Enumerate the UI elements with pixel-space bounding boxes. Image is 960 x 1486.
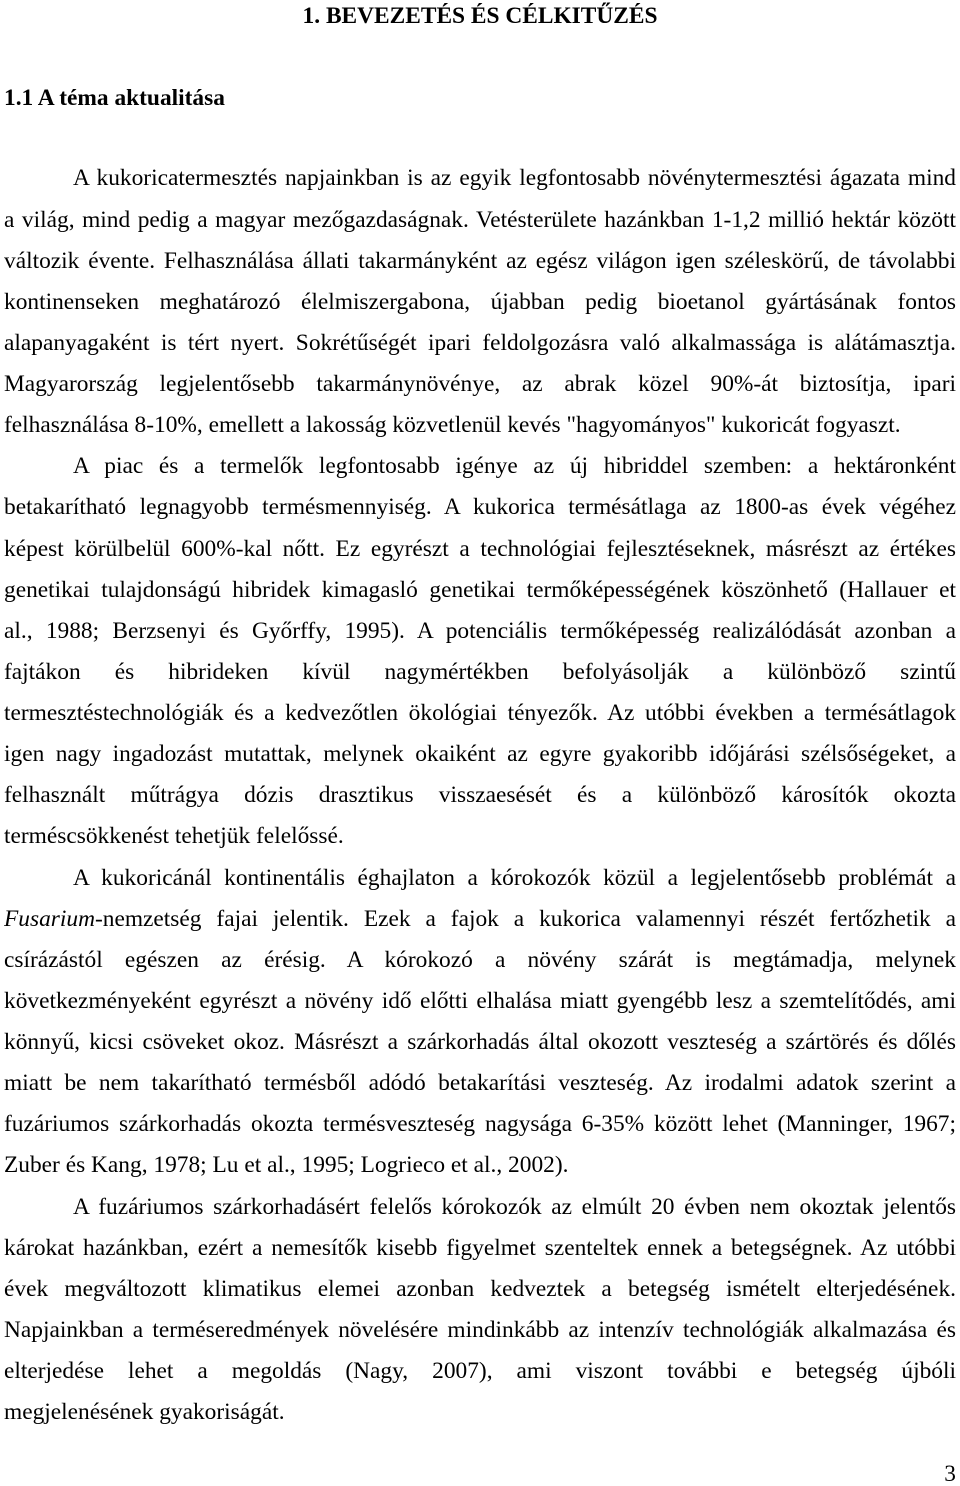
paragraph	[4, 158, 956, 446]
text-line: fuzáriumos szárkorhadás okozta termésveszteség nagysága 6-35% között lehet (Manninger, 1967;	[4, 1111, 956, 1138]
text-line: évek megváltozott klimatikus elemei azonban kedveztek a betegség ismételt elterjedésének.	[4, 1275, 956, 1302]
text-line: képest körülbelül 600%-kal nőtt. Ez egyrészt a technológiai fejlesztéseknek, másrészt az értékes	[4, 535, 956, 562]
text-line-rest: -nemzetség fajai jelentik. Ezek a fajok a kukorica valamennyi részét fertőzhetik a	[94, 905, 956, 932]
text-line: megjelenésének gyakoriságát.	[4, 1399, 285, 1426]
text-line: változik évente. Felhasználása állati takarmányként az egész világon igen széleskörű, de távolabbi	[4, 247, 956, 274]
text-line: kontinenseken meghatározó élelmiszergabona, újabban pedig bioetanol gyártásának fontos	[4, 288, 956, 315]
taxon-name: Fusarium	[4, 905, 95, 932]
text-line: könnyű, kicsi csöveket okoz. Másrészt a szárkorhadás által okozott veszteség a szártörés és dőlés	[4, 1029, 956, 1056]
text-line: A fuzáriumos szárkorhadásért felelős kórokozók az elmúlt 20 évben nem okoztak jelentős	[73, 1193, 956, 1220]
text-line: igen nagy ingadozást mutattak, melynek okaiként az egyre gyakoribb időjárási szélsőségeket, a	[4, 741, 956, 768]
text-line: elterjedése lehet a megoldás (Nagy, 2007), ami viszont további e betegség újbóli	[4, 1358, 956, 1385]
text-line: miatt be nem takarítható termésből adódó betakarítási veszteség. Az irodalmi adatok szerint a	[4, 1070, 956, 1097]
text-line: felhasznált műtrágya dózis drasztikus visszaesését és a különböző károsítók okozta	[4, 782, 956, 809]
text-line: betakarítható legnagyobb termésmennyiség. A kukorica termésátlaga az 1800-as évek végéhez	[4, 494, 956, 521]
text-line: Magyarország legjelentősebb takarmánynövénye, az abrak közel 90%-át biztosítja, ipari	[4, 371, 956, 398]
text-line: következményeként egyrészt a növény idő előtti elhalása miatt gyengébb lesz a szemtelítődés, ami	[4, 987, 956, 1014]
text-line: al., 1988; Berzsenyi és Győrffy, 1995). A potenciális termőképesség realizálódását azonban a	[4, 617, 956, 644]
text-line: a világ, mind pedig a magyar mezőgazdaságnak. Vetésterülete hazánkban 1-1,2 millió hektár között	[4, 206, 956, 233]
text-line: csírázástól egészen az érésig. A kórokozó a növény szárát is megtámadja, melynek	[4, 946, 956, 973]
text-line: A kukoricánál kontinentális éghajlaton a kórokozók közül a legjelentősebb problémát a	[73, 864, 956, 891]
text-line: Zuber és Kang, 1978; Lu et al., 1995; Logrieco et al., 2002).	[4, 1152, 569, 1179]
text-line: alapanyagaként is tért nyert. Sokrétűségét ipari feldolgozásra való alkalmassága is alátámasztja.	[4, 329, 956, 356]
text-line: genetikai tulajdonságú hibridek kimagasló genetikai termőképességének köszönhető (Hallauer et	[4, 576, 956, 603]
text-line: terméscsökkenést tehetjük felelőssé.	[4, 823, 344, 850]
text-line: károkat hazánkban, ezért a nemesítők kisebb figyelmet szenteltek ennek a betegségnek. Az utóbbi	[4, 1234, 956, 1261]
text-line: felhasználása 8-10%, emellett a lakosság közvetlenül kevés "hagyományos" kukoricát fogyaszt.	[4, 412, 901, 439]
text-line: termesztéstechnológiák és a kedvezőtlen ökológiai tényezők. Az utóbbi években a termésátlagok	[4, 700, 956, 727]
text-line: A piac és a termelők legfontosabb igénye az új hibriddel szemben: a hektáronként	[73, 453, 956, 480]
body-text	[4, 158, 956, 1433]
paragraph	[4, 1187, 956, 1434]
section-heading: 1.1 A téma aktualitása	[4, 85, 225, 111]
text-line	[4, 899, 956, 940]
paragraph	[4, 446, 956, 857]
paragraph	[4, 858, 956, 1187]
chapter-title: 1. BEVEZETÉS ÉS CÉLKITŰZÉS	[302, 3, 658, 29]
text-line: Napjainkban a terméseredmények növelésére mindinkább az intenzív technológiák alkalmazása és	[4, 1316, 956, 1343]
text-line: A kukoricatermesztés napjainkban is az egyik legfontosabb növénytermesztési ágazata mind	[73, 165, 956, 192]
page-number: 3	[944, 1461, 956, 1486]
text-line: fajtákon és hibrideken kívül nagymértékben befolyásolják a különböző szintű	[4, 658, 956, 685]
